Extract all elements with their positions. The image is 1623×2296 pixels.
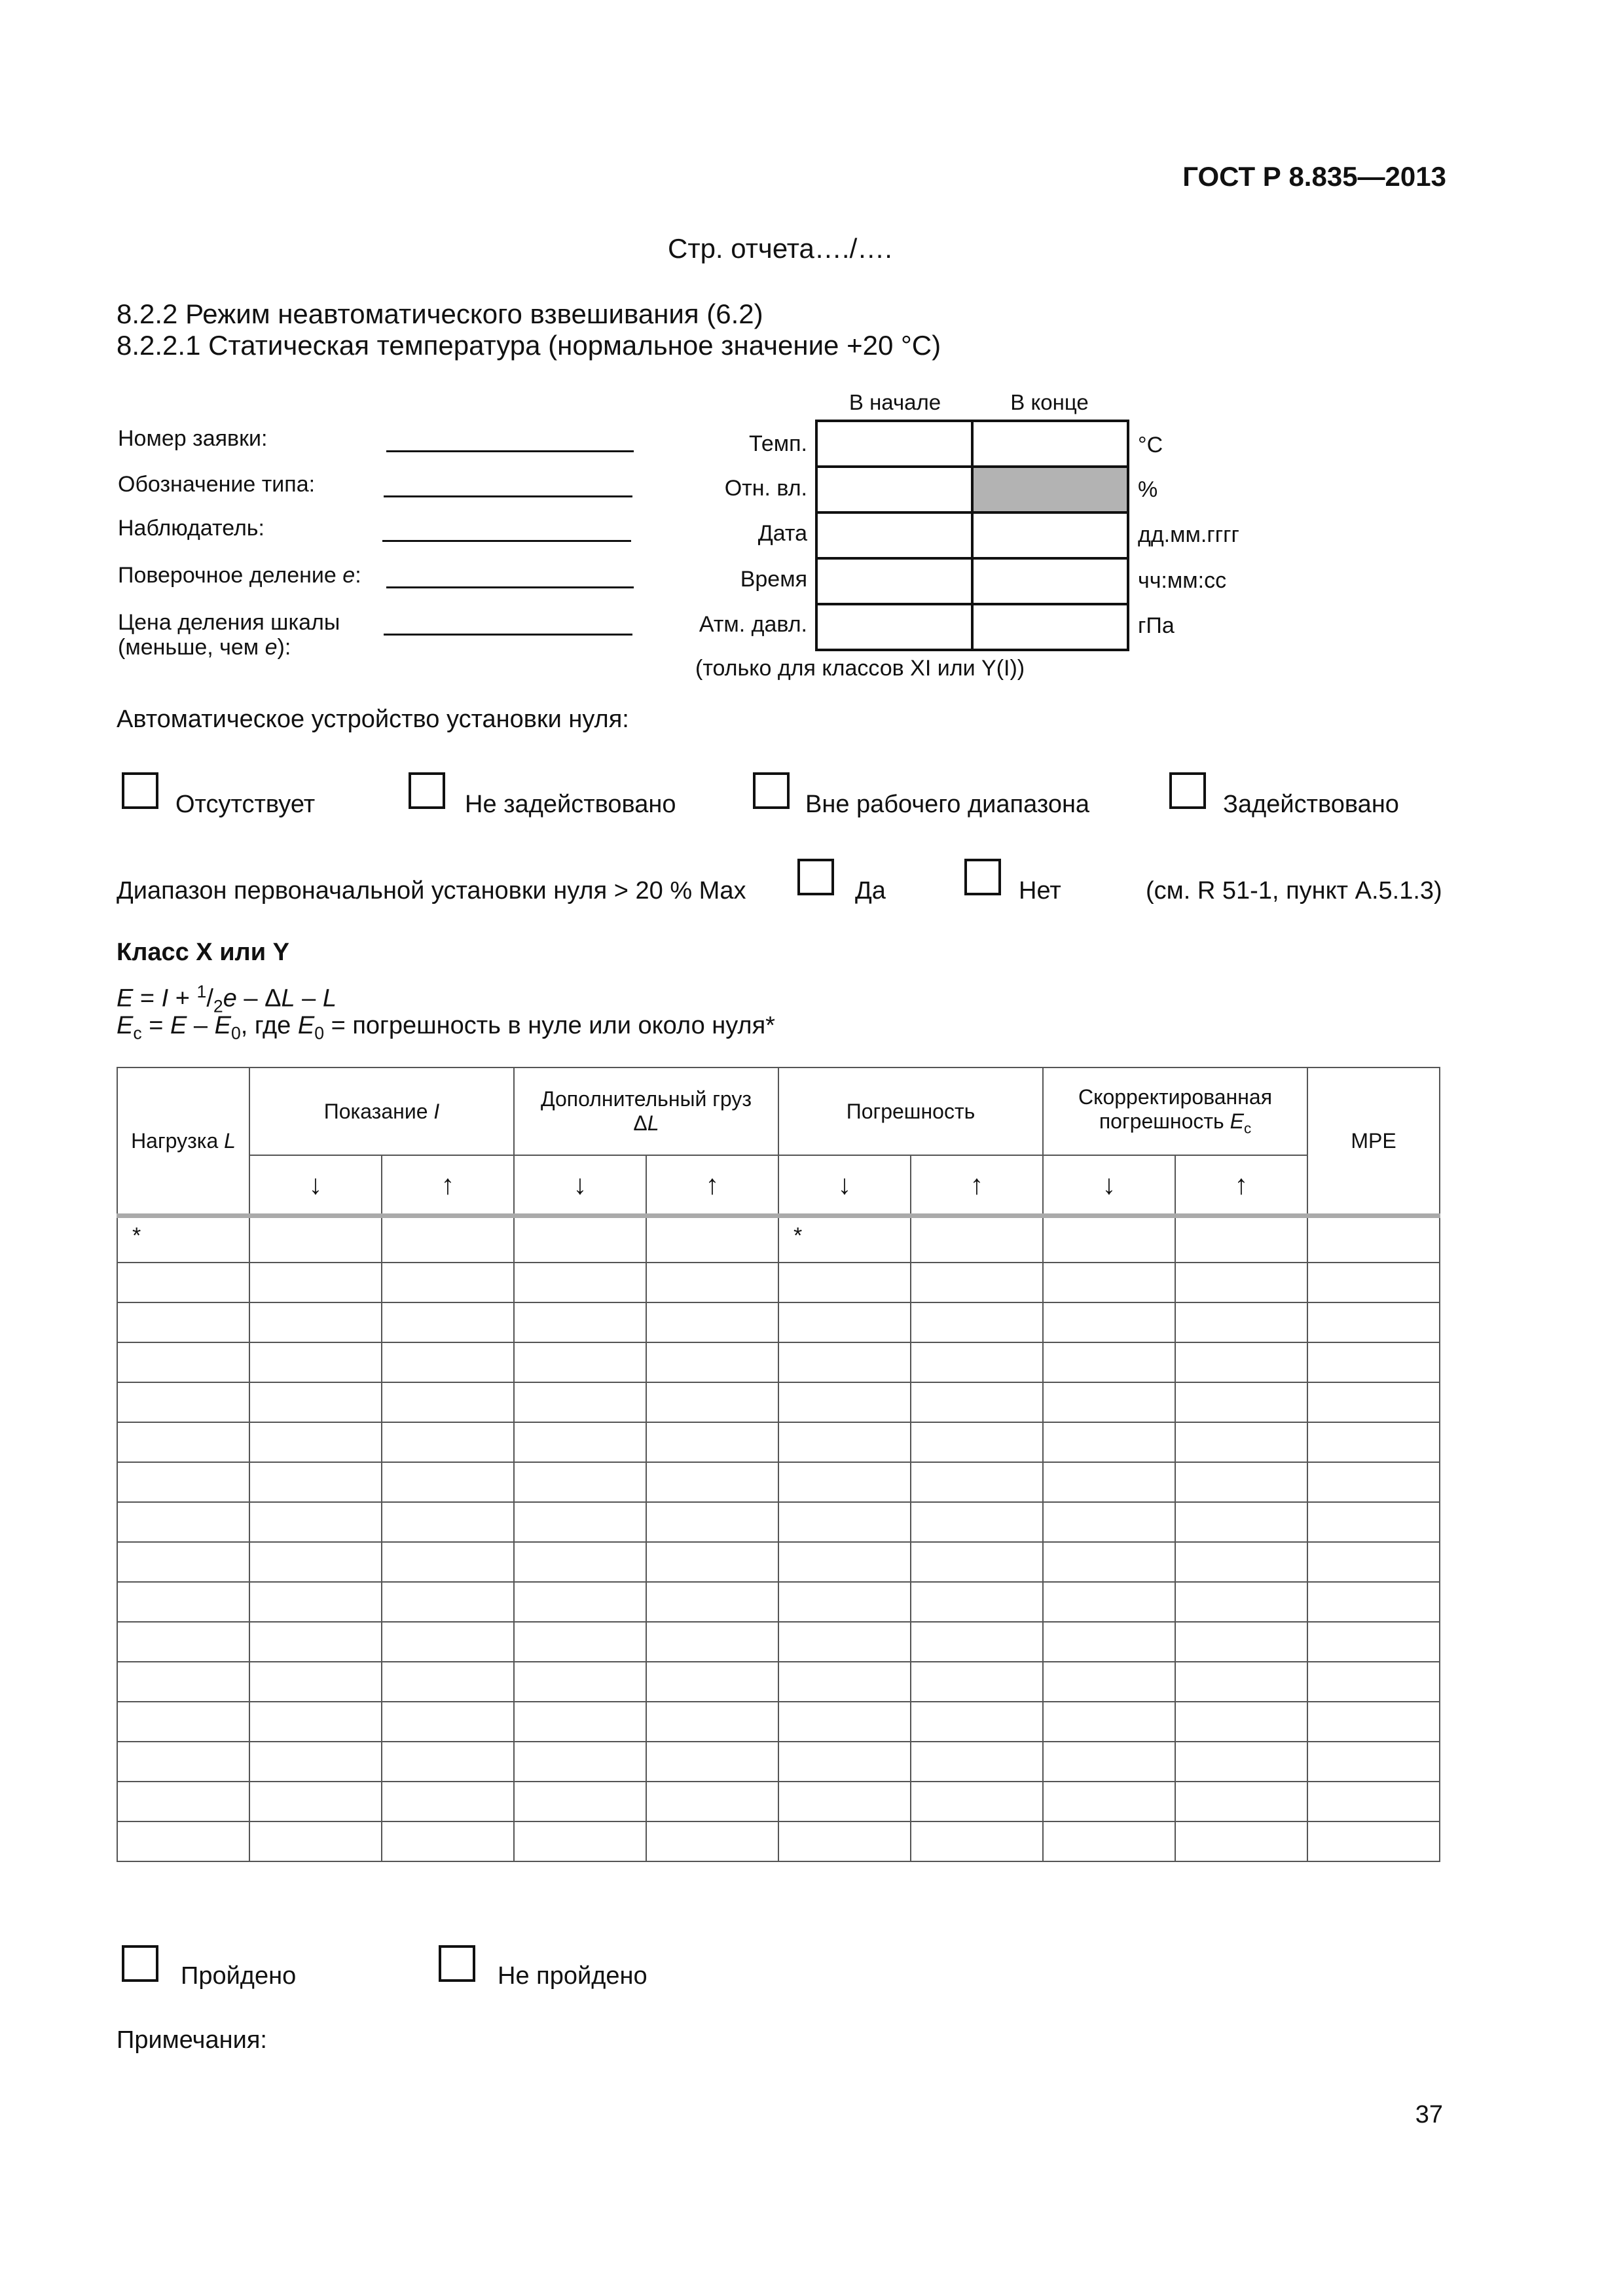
failed-checkbox[interactable] <box>439 1945 475 1982</box>
table-cell[interactable] <box>1175 1821 1307 1861</box>
table-cell[interactable] <box>911 1622 1043 1662</box>
table-cell[interactable] <box>646 1382 778 1422</box>
table-cell[interactable] <box>1175 1263 1307 1302</box>
table-cell[interactable] <box>911 1462 1043 1502</box>
header-indication: Показание I <box>249 1067 514 1155</box>
table-cell[interactable] <box>1175 1742 1307 1782</box>
table-cell-marked[interactable]: * <box>117 1216 249 1263</box>
table-cell[interactable] <box>1043 1302 1175 1342</box>
table-cell[interactable] <box>646 1782 778 1821</box>
table-cell[interactable] <box>1307 1582 1440 1622</box>
table-cell[interactable] <box>1043 1582 1175 1622</box>
table-row <box>117 1302 1440 1342</box>
table-cell[interactable] <box>514 1382 646 1422</box>
table-cell[interactable] <box>1043 1622 1175 1662</box>
table-cell[interactable] <box>1307 1422 1440 1462</box>
table-cell[interactable] <box>1043 1782 1175 1821</box>
table-cell[interactable] <box>249 1582 382 1622</box>
formula-corrected-error: $E_c = E - E_0$, где $E_0$ = погрешность в нуле или около нуля* <box>117 1012 775 1043</box>
table-cell[interactable] <box>1175 1582 1307 1622</box>
table-cell[interactable] <box>646 1702 778 1742</box>
table-cell[interactable] <box>514 1742 646 1782</box>
env-unit-time: чч:мм:сс <box>1138 568 1227 593</box>
table-cell[interactable] <box>382 1216 514 1263</box>
table-row <box>117 1622 1440 1662</box>
table-cell[interactable] <box>382 1462 514 1502</box>
table-cell[interactable] <box>117 1542 249 1582</box>
failed-label: Не пройдено <box>498 1962 647 1990</box>
table-cell[interactable] <box>117 1582 249 1622</box>
env-cell[interactable] <box>816 558 972 604</box>
table-cell[interactable] <box>1307 1382 1440 1422</box>
table-cell[interactable] <box>249 1502 382 1542</box>
option-absent-checkbox[interactable] <box>122 772 158 809</box>
table-cell[interactable] <box>1307 1502 1440 1542</box>
table-row <box>117 1263 1440 1302</box>
table-cell[interactable] <box>249 1462 382 1502</box>
table-row <box>117 1782 1440 1821</box>
table-cell[interactable] <box>514 1216 646 1263</box>
table-row <box>117 1502 1440 1542</box>
application-number-label: Номер заявки: <box>118 426 268 451</box>
table-cell[interactable] <box>778 1821 911 1861</box>
table-cell[interactable] <box>1307 1662 1440 1702</box>
table-cell[interactable] <box>1307 1542 1440 1582</box>
arrow-up-icon: ↑ <box>911 1155 1043 1216</box>
measurement-table <box>117 1067 1440 1862</box>
table-cell[interactable] <box>117 1742 249 1782</box>
env-label-time: Время <box>740 567 807 592</box>
table-cell[interactable] <box>646 1821 778 1861</box>
env-unit-humidity: % <box>1138 477 1158 502</box>
table-cell[interactable] <box>1307 1216 1440 1263</box>
initial-zero-label: Диапазон первоначальной установки нуля > 20 % Max <box>117 877 746 905</box>
table-cell[interactable] <box>514 1702 646 1742</box>
table-cell[interactable] <box>646 1462 778 1502</box>
table-cell[interactable] <box>778 1382 911 1422</box>
env-label-pressure: Атм. давл. <box>699 612 807 637</box>
table-cell[interactable] <box>778 1263 911 1302</box>
env-cell[interactable] <box>972 558 1128 604</box>
table-cell[interactable] <box>778 1462 911 1502</box>
table-cell[interactable] <box>646 1622 778 1662</box>
application-number-field[interactable] <box>386 450 634 452</box>
table-row <box>117 1216 1440 1263</box>
table-row <box>117 1422 1440 1462</box>
env-label-humidity: Отн. вл. <box>724 476 807 501</box>
env-cell-shaded <box>972 467 1128 512</box>
table-cell[interactable] <box>646 1582 778 1622</box>
table-cell[interactable] <box>911 1662 1043 1702</box>
table-cell[interactable] <box>646 1302 778 1342</box>
table-cell[interactable] <box>1175 1622 1307 1662</box>
initial-zero-yes-checkbox[interactable] <box>797 859 834 895</box>
table-cell[interactable] <box>778 1622 911 1662</box>
type-designation-label: Обозначение типа: <box>118 472 316 497</box>
table-cell[interactable] <box>249 1216 382 1263</box>
initial-zero-no-checkbox[interactable] <box>964 859 1001 895</box>
table-row <box>117 1542 1440 1582</box>
table-cell[interactable] <box>1307 1821 1440 1861</box>
table-cell[interactable] <box>646 1502 778 1542</box>
option-out-of-range-label: Вне рабочего диапазона <box>805 791 1090 818</box>
table-cell[interactable] <box>1175 1216 1307 1263</box>
table-cell-marked[interactable]: * <box>778 1216 911 1263</box>
table-cell[interactable] <box>646 1422 778 1462</box>
table-cell[interactable] <box>1307 1702 1440 1742</box>
table-cell[interactable] <box>382 1542 514 1582</box>
table-cell[interactable] <box>117 1263 249 1302</box>
table-cell[interactable] <box>117 1821 249 1861</box>
table-cell[interactable] <box>382 1582 514 1622</box>
table-cell[interactable] <box>117 1782 249 1821</box>
arrow-down-icon: ↓ <box>778 1155 911 1216</box>
table-cell[interactable] <box>117 1702 249 1742</box>
env-cell[interactable] <box>816 604 972 650</box>
scale-interval-field[interactable] <box>384 634 632 636</box>
scale-interval-label: Цена деления шкалы <box>118 610 340 635</box>
env-label-date: Дата <box>757 521 807 546</box>
table-cell[interactable] <box>1175 1382 1307 1422</box>
formula-error: $E = I + ^1/_2e - \Delta L - L$ <box>117 982 337 1016</box>
option-out-of-range-checkbox[interactable] <box>753 772 790 809</box>
table-cell[interactable] <box>117 1422 249 1462</box>
option-not-engaged-label: Не задействовано <box>465 791 676 818</box>
table-cell[interactable] <box>911 1342 1043 1382</box>
table-row <box>117 1821 1440 1861</box>
table-cell[interactable] <box>1307 1742 1440 1782</box>
table-cell[interactable] <box>646 1662 778 1702</box>
table-cell[interactable] <box>117 1302 249 1342</box>
table-cell[interactable] <box>1307 1622 1440 1662</box>
table-cell[interactable] <box>1043 1216 1175 1263</box>
table-cell[interactable] <box>778 1542 911 1582</box>
table-cell[interactable] <box>249 1742 382 1782</box>
table-cell[interactable] <box>514 1782 646 1821</box>
table-row <box>117 1662 1440 1702</box>
table-cell[interactable] <box>249 1542 382 1582</box>
header-error: Погрешность <box>778 1067 1043 1155</box>
table-cell[interactable] <box>1175 1702 1307 1742</box>
table-cell[interactable] <box>911 1302 1043 1342</box>
table-cell[interactable] <box>117 1382 249 1422</box>
table-cell[interactable] <box>117 1462 249 1502</box>
table-cell[interactable] <box>382 1342 514 1382</box>
table-cell[interactable] <box>911 1382 1043 1422</box>
table-cell[interactable] <box>249 1382 382 1422</box>
type-designation-field[interactable] <box>384 495 632 497</box>
page-number: 37 <box>1415 2101 1443 2128</box>
arrow-up-icon: ↑ <box>382 1155 514 1216</box>
table-cell[interactable] <box>911 1821 1043 1861</box>
table-cell[interactable] <box>514 1263 646 1302</box>
table-cell[interactable] <box>911 1263 1043 1302</box>
env-col-start: В начале <box>848 390 941 414</box>
table-cell[interactable] <box>1043 1742 1175 1782</box>
env-cell[interactable] <box>816 467 972 512</box>
table-cell[interactable] <box>778 1422 911 1462</box>
table-cell[interactable] <box>249 1342 382 1382</box>
option-absent-label: Отсутствует <box>175 791 316 818</box>
verification-division-field[interactable] <box>386 586 634 588</box>
table-cell[interactable] <box>382 1622 514 1662</box>
env-cell[interactable] <box>816 421 972 467</box>
table-cell[interactable] <box>646 1742 778 1782</box>
table-cell[interactable] <box>249 1422 382 1462</box>
env-cell[interactable] <box>972 604 1128 650</box>
table-cell[interactable] <box>1175 1782 1307 1821</box>
env-label-temp: Темп. <box>748 431 807 456</box>
table-row <box>117 1702 1440 1742</box>
table-cell[interactable] <box>249 1821 382 1861</box>
table-row <box>117 1742 1440 1782</box>
passed-label: Пройдено <box>181 1962 297 1990</box>
notes-label: Примечания: <box>117 2026 267 2054</box>
table-cell[interactable] <box>514 1502 646 1542</box>
arrow-up-icon: ↑ <box>646 1155 778 1216</box>
table-cell[interactable] <box>1175 1542 1307 1582</box>
table-cell[interactable] <box>382 1782 514 1821</box>
table-cell[interactable] <box>911 1216 1043 1263</box>
table-cell[interactable] <box>1043 1382 1175 1422</box>
table-row <box>117 1462 1440 1502</box>
table-cell[interactable] <box>646 1342 778 1382</box>
table-cell[interactable] <box>911 1542 1043 1582</box>
table-cell[interactable] <box>249 1622 382 1662</box>
table-cell[interactable] <box>514 1542 646 1582</box>
table-cell[interactable] <box>646 1216 778 1263</box>
class-heading: Класс X или Y <box>117 939 289 966</box>
env-unit-pressure: гПа <box>1138 613 1175 638</box>
table-cell[interactable] <box>1043 1702 1175 1742</box>
table-cell[interactable] <box>514 1302 646 1342</box>
table-cell[interactable] <box>778 1782 911 1821</box>
subsection-title: 8.2.2.1 Статическая температура (нормальное значение +20 °С) <box>117 330 941 361</box>
option-not-engaged-checkbox[interactable] <box>409 772 445 809</box>
table-cell[interactable] <box>1175 1462 1307 1502</box>
table-row <box>117 1382 1440 1422</box>
env-note: (только для классов XI или Y(I)) <box>695 656 1025 681</box>
arrow-down-icon: ↓ <box>249 1155 382 1216</box>
initial-zero-yes-label: Да <box>855 877 886 905</box>
env-cell[interactable] <box>972 421 1128 467</box>
table-cell[interactable] <box>382 1662 514 1702</box>
table-cell[interactable] <box>514 1462 646 1502</box>
table-cell[interactable] <box>249 1662 382 1702</box>
zero-device-title: Автоматическое устройство установки нуля: <box>117 706 629 733</box>
option-engaged-label: Задействовано <box>1223 791 1399 818</box>
table-cell[interactable] <box>778 1662 911 1702</box>
table-cell[interactable] <box>514 1422 646 1462</box>
table-cell[interactable] <box>117 1502 249 1542</box>
env-unit-temp: °С <box>1138 433 1163 457</box>
table-cell[interactable] <box>382 1742 514 1782</box>
table-cell[interactable] <box>382 1422 514 1462</box>
table-cell[interactable] <box>1307 1782 1440 1821</box>
arrow-up-icon: ↑ <box>1175 1155 1307 1216</box>
header-mpe: MPE <box>1307 1067 1440 1216</box>
env-unit-date: дд.мм.гггг <box>1138 522 1239 547</box>
table-cell[interactable] <box>778 1742 911 1782</box>
table-cell[interactable] <box>249 1263 382 1302</box>
header-additional-load: Дополнительный груз ΔL <box>514 1067 778 1155</box>
table-cell[interactable] <box>382 1702 514 1742</box>
table-cell[interactable] <box>1175 1422 1307 1462</box>
scale-interval-label-2: (меньше, чем e): <box>118 635 291 660</box>
environment-table <box>815 420 1129 651</box>
initial-zero-reference: (см. R 51-1, пункт А.5.1.3) <box>1146 877 1442 905</box>
table-cell[interactable] <box>514 1622 646 1662</box>
table-cell[interactable] <box>1307 1263 1440 1302</box>
observer-field[interactable] <box>382 540 631 542</box>
table-cell[interactable] <box>911 1782 1043 1821</box>
observer-label: Наблюдатель: <box>118 516 264 541</box>
table-row <box>117 1582 1440 1622</box>
table-cell[interactable] <box>778 1502 911 1542</box>
section-title: 8.2.2 Режим неавтоматического взвешивания (6.2) <box>117 298 763 329</box>
table-cell[interactable] <box>1043 1502 1175 1542</box>
table-cell[interactable] <box>514 1662 646 1702</box>
table-cell[interactable] <box>382 1302 514 1342</box>
table-cell[interactable] <box>249 1702 382 1742</box>
table-cell[interactable] <box>646 1263 778 1302</box>
table-row <box>117 1342 1440 1382</box>
table-cell[interactable] <box>911 1502 1043 1542</box>
option-engaged-checkbox[interactable] <box>1169 772 1206 809</box>
table-cell[interactable] <box>1307 1342 1440 1382</box>
table-cell[interactable] <box>911 1742 1043 1782</box>
table-cell[interactable] <box>911 1422 1043 1462</box>
table-cell[interactable] <box>1043 1263 1175 1302</box>
table-cell[interactable] <box>1175 1302 1307 1342</box>
table-cell[interactable] <box>117 1662 249 1702</box>
env-cell[interactable] <box>816 512 972 558</box>
table-cell[interactable] <box>117 1342 249 1382</box>
report-page-counter: Стр. отчета…./…. <box>668 233 892 264</box>
initial-zero-no-label: Нет <box>1019 877 1061 905</box>
table-cell[interactable] <box>911 1582 1043 1622</box>
table-cell[interactable] <box>382 1382 514 1422</box>
table-cell[interactable] <box>514 1582 646 1622</box>
table-cell[interactable] <box>778 1342 911 1382</box>
table-cell[interactable] <box>778 1702 911 1742</box>
table-cell[interactable] <box>911 1702 1043 1742</box>
arrow-down-icon: ↓ <box>1043 1155 1175 1216</box>
arrow-down-icon: ↓ <box>514 1155 646 1216</box>
env-col-end: В конце <box>1010 390 1089 414</box>
passed-checkbox[interactable] <box>122 1945 158 1982</box>
env-cell[interactable] <box>972 512 1128 558</box>
table-cell[interactable] <box>382 1263 514 1302</box>
table-cell[interactable] <box>382 1821 514 1861</box>
table-cell[interactable] <box>249 1302 382 1342</box>
table-cell[interactable] <box>778 1302 911 1342</box>
verification-division-label: Поверочное деление e: <box>118 563 361 588</box>
header-corrected-error: Скорректированная погрешность $E_c$ <box>1043 1067 1307 1155</box>
table-cell[interactable] <box>1043 1462 1175 1502</box>
table-cell[interactable] <box>1307 1462 1440 1502</box>
header-load: Нагрузка L <box>117 1067 249 1216</box>
table-cell[interactable] <box>1043 1422 1175 1462</box>
table-cell[interactable] <box>514 1821 646 1861</box>
table-cell[interactable] <box>1175 1662 1307 1702</box>
table-cell[interactable] <box>1043 1821 1175 1861</box>
table-cell[interactable] <box>1043 1342 1175 1382</box>
table-cell[interactable] <box>514 1342 646 1382</box>
standard-number: ГОСТ Р 8.835—2013 <box>1182 161 1446 192</box>
table-cell[interactable] <box>382 1502 514 1542</box>
table-cell[interactable] <box>778 1582 911 1622</box>
table-cell[interactable] <box>1043 1662 1175 1702</box>
table-cell[interactable] <box>1175 1342 1307 1382</box>
table-cell[interactable] <box>117 1622 249 1662</box>
table-cell[interactable] <box>249 1782 382 1821</box>
table-cell[interactable] <box>646 1542 778 1582</box>
table-cell[interactable] <box>1175 1502 1307 1542</box>
table-cell[interactable] <box>1307 1302 1440 1342</box>
table-cell[interactable] <box>1043 1542 1175 1582</box>
